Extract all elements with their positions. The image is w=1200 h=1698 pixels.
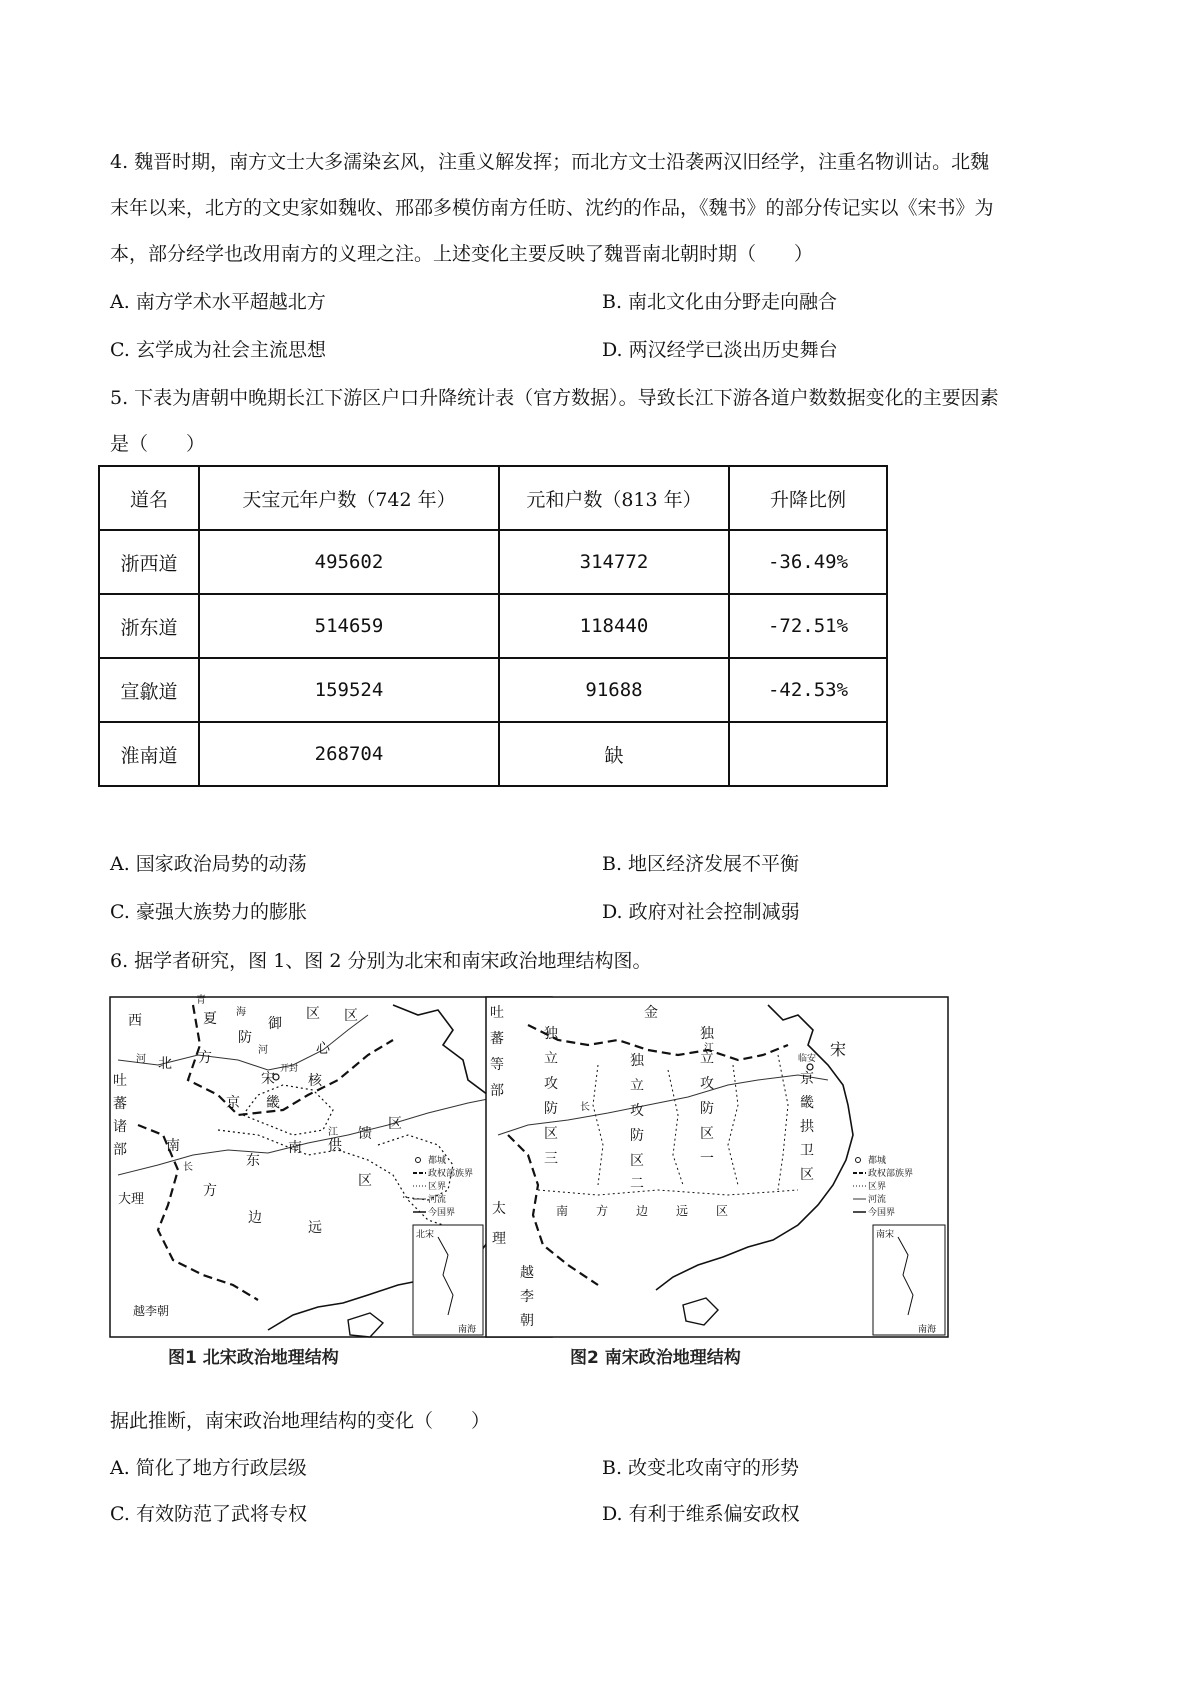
table-cell: 浙西道: [99, 530, 199, 594]
map1-label: 海: [236, 1007, 246, 1018]
q6-option-a[interactable]: A. 简化了地方行政层级: [110, 1457, 307, 1479]
q4-option-b[interactable]: B. 南北文化由分野走向融合: [602, 291, 838, 313]
map1-label: 方: [198, 1050, 212, 1066]
map2-label: 防: [544, 1101, 558, 1117]
table-cell: -36.49%: [729, 530, 887, 594]
map1-label: 供: [328, 1138, 342, 1154]
q5-option-d[interactable]: D. 政府对社会控制减弱: [602, 901, 800, 923]
svg-text:河流: 河流: [428, 1195, 447, 1205]
map1-label: 畿: [266, 1095, 280, 1111]
q4-line-1: 4. 魏晋时期，南方文士大多濡染玄风，注重义解发挥；而北方文士沿袭两汉旧经学，注重名物训诂。北魏: [110, 151, 990, 173]
map2-label: 区: [800, 1167, 814, 1183]
map2-label: 攻: [630, 1103, 644, 1119]
table-cell: 314772: [499, 530, 729, 594]
map1-label: 诸: [113, 1119, 127, 1135]
svg-text:都城: 都城: [868, 1156, 887, 1166]
map1-label: 核: [308, 1073, 322, 1089]
map2-label: 理: [492, 1231, 506, 1247]
q6-option-c[interactable]: C. 有效防范了武将专权: [110, 1503, 307, 1525]
map2-label: 越: [520, 1265, 534, 1281]
table-cell: -42.53%: [729, 658, 887, 722]
table-cell: 268704: [199, 722, 499, 786]
map1-label: 蕃: [113, 1096, 127, 1112]
map1-label: 远: [308, 1220, 322, 1236]
table-cell: 宣歙道: [99, 658, 199, 722]
table-cell: 浙东道: [99, 594, 199, 658]
q6-option-b[interactable]: B. 改变北攻南守的形势: [602, 1457, 800, 1479]
map2-label: 防: [700, 1101, 714, 1117]
map1-label: 越李朝: [133, 1304, 170, 1318]
song-political-maps: [108, 985, 950, 1370]
map1-label: 宋: [261, 1071, 275, 1087]
table-header: 升降比例: [729, 466, 887, 530]
map1-label: 御: [268, 1016, 282, 1032]
map2-label: 三: [544, 1151, 558, 1167]
map2-caption: 图2 南宋政治地理结构: [570, 1348, 741, 1368]
map1-label: 江: [328, 1127, 338, 1138]
map1-label: 吐: [113, 1073, 127, 1089]
table-header-row: [99, 466, 887, 530]
q5-line-1: 5. 下表为唐朝中晚期长江下游区户口升降统计表（官方数据）。导致长江下游各道户数数据变化的主要因素: [110, 387, 999, 409]
map2-label: 江: [704, 1043, 714, 1054]
map1-label: 南: [166, 1138, 180, 1154]
map2-label: 等: [490, 1057, 504, 1073]
map1-label: 馈: [358, 1126, 372, 1142]
map2-label: 金: [644, 1005, 658, 1021]
map1-label: 方: [203, 1183, 217, 1199]
map1-label: 河: [136, 1054, 146, 1065]
q4-line-2: 末年以来，北方的文史家如魏收、邢邵多模仿南方任昉、沈约的作品，《魏书》的部分传记实以《宋书》为: [110, 197, 994, 219]
map1-label: 长: [183, 1162, 193, 1173]
map2-label: 拱: [800, 1119, 814, 1135]
table-header: 元和户数（813 年）: [499, 466, 729, 530]
map1-label: 防: [238, 1030, 252, 1046]
svg-text:区界: 区界: [428, 1182, 447, 1192]
map1-label: 开封: [280, 1064, 299, 1074]
map1-label: 区: [388, 1116, 402, 1132]
table-cell: 91688: [499, 658, 729, 722]
map1-label: 心: [316, 1041, 330, 1057]
q4-line-3: 本，部分经学也改用南方的义理之注。上述变化主要反映了魏晋南北朝时期（ ）: [110, 243, 814, 265]
map2-inset-label: 南宋: [876, 1230, 895, 1240]
map2-label: 区: [700, 1126, 714, 1142]
map2-label: 独: [630, 1053, 644, 1069]
map1-label: 河: [258, 1045, 268, 1056]
map2-label: 立: [630, 1078, 644, 1094]
table-row: [99, 658, 887, 722]
svg-text:区界: 区界: [868, 1182, 887, 1192]
map1-label: 西: [128, 1013, 142, 1029]
table-row: [99, 722, 887, 786]
table-cell: 淮南道: [99, 722, 199, 786]
map1-inset-label: 南海: [458, 1325, 477, 1335]
q5-line-2: 是（ ）: [110, 433, 206, 455]
map2-label: 攻: [700, 1076, 714, 1092]
map2-label: 部: [490, 1083, 504, 1099]
map2-label: 立: [544, 1051, 558, 1067]
map2-label: 方: [596, 1204, 609, 1218]
map1-label: 夏: [203, 1011, 217, 1027]
map2-label: 蕃: [490, 1031, 504, 1047]
map1-caption: 图1 北宋政治地理结构: [168, 1348, 339, 1368]
map2-label: 区: [544, 1126, 558, 1142]
map1-inset: [413, 1225, 483, 1335]
table-cell: 159524: [199, 658, 499, 722]
map2-label: 李: [520, 1289, 534, 1305]
map2-label: 攻: [544, 1076, 558, 1092]
map-southern-song: [486, 997, 948, 1368]
table-cell: 118440: [499, 594, 729, 658]
map2-label: 临安: [798, 1054, 817, 1064]
map2-label: 长: [580, 1102, 590, 1113]
map1-label: 部: [113, 1142, 127, 1158]
map1-label: 北: [158, 1056, 172, 1072]
q4-option-d[interactable]: D. 两汉经学已淡出历史舞台: [602, 339, 838, 361]
map2-label: 一: [700, 1151, 714, 1167]
map1-label: 边: [248, 1210, 262, 1226]
map1-label: 青: [196, 995, 206, 1006]
map2-label: 区: [716, 1204, 729, 1218]
map1-inset-label: 北宋: [416, 1230, 435, 1240]
svg-text:今国界: 今国界: [428, 1208, 456, 1218]
map2-label: 二: [630, 1176, 644, 1192]
map2-inset-label: 南海: [918, 1325, 937, 1335]
svg-text:政权部族界: 政权部族界: [428, 1169, 474, 1179]
svg-text:河流: 河流: [868, 1195, 887, 1205]
table-row: [99, 594, 887, 658]
household-table: [98, 465, 888, 787]
q4-option-a[interactable]: A. 南方学术水平超越北方: [110, 291, 326, 313]
table-cell: 495602: [199, 530, 499, 594]
q6-question: 据此推断，南宋政治地理结构的变化（ ）: [110, 1410, 491, 1432]
table-cell: [729, 722, 887, 786]
map2-label: 京: [800, 1071, 814, 1087]
map2-label: 南: [556, 1204, 569, 1218]
map1-label: 东: [246, 1153, 260, 1169]
q5-option-c[interactable]: C. 豪强大族势力的膨胀: [110, 901, 307, 923]
table-cell: 缺: [499, 722, 729, 786]
q6-option-d[interactable]: D. 有利于维系偏安政权: [602, 1503, 800, 1525]
map2-label: 卫: [800, 1143, 814, 1159]
map2-label: 立: [700, 1051, 714, 1067]
map2-label: 宋: [830, 1040, 847, 1059]
map2-label: 独: [544, 1026, 558, 1042]
map2-label: 吐: [490, 1005, 504, 1021]
q5-option-b[interactable]: B. 地区经济发展不平衡: [602, 853, 800, 875]
table-row: [99, 530, 887, 594]
map1-label: 区: [306, 1006, 320, 1022]
q5-option-a[interactable]: A. 国家政治局势的动荡: [110, 853, 307, 875]
svg-text:政权部族界: 政权部族界: [868, 1169, 914, 1179]
map1-label: 京: [226, 1095, 240, 1111]
map2-label: 远: [676, 1204, 689, 1218]
svg-text:都城: 都城: [428, 1156, 447, 1166]
svg-text:今国界: 今国界: [868, 1208, 896, 1218]
q6-intro: 6. 据学者研究，图 1、图 2 分别为北宋和南宋政治地理结构图。: [110, 950, 652, 972]
table-header: 道名: [99, 466, 199, 530]
map1-label: 区: [358, 1173, 372, 1189]
map2-label: 独: [700, 1026, 714, 1042]
q4-option-c[interactable]: C. 玄学成为社会主流思想: [110, 339, 326, 361]
map2-label: 区: [630, 1153, 644, 1169]
map2-label: 朝: [520, 1313, 534, 1329]
map2-label: 太: [492, 1201, 506, 1217]
table-cell: 514659: [199, 594, 499, 658]
table-cell: -72.51%: [729, 594, 887, 658]
map2-label: 边: [636, 1204, 649, 1218]
map1-label: 区: [344, 1008, 358, 1024]
map1-label: 南: [288, 1140, 302, 1156]
map2-inset: [873, 1225, 945, 1335]
map2-label: 防: [630, 1128, 644, 1144]
map2-label: 畿: [800, 1095, 814, 1111]
table-header: 天宝元年户数（742 年）: [199, 466, 499, 530]
map1-label: 大理: [118, 1192, 145, 1207]
